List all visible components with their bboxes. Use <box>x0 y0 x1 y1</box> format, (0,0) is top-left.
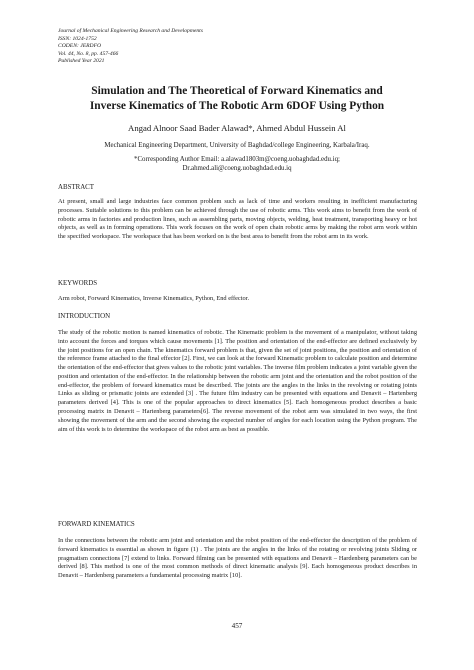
page-number: 457 <box>231 622 243 630</box>
introduction-text: The study of the robotic motion is named kinematics of robotic. The Kinematic problem is the movement of a manipulator, without taking into account the forces and torques which cause movements [1]. The position and orientation of the end-effector are defined exclusively by the joint positions for an open chain. The kinematics forward problem is that, given the set of joint positions, the position and orientation of the reference frame attached to the final effector [2]. First, we can look at the forward Kinematic problem to calculate position and determine the orientation of the end-effector that gives values to the robotic joint variables. The inverse film problem indicates a joint variable given the position and orientation of the end-effector. In the relationship between the robotic arm joint and the orientation and the robot position of the end-effector, the problem of forward kinematics must be described. The joints are the angles in the links in the revolving or rotating joints Links as sliding or prismatic joints are extended [3] . The future film industry can be presented with equations and Denavit – Hartenberg parameters derived [4]. This is one of the popular approaches to direct kinematics [5]. Each homogeneous product describes a basic processing matrix in Denavit – Hartenberg parameters[6]. The reverse movement of the robot arm was simulated in two ways, the first showing the movement of the arm and the second showing the expected number of angles for each location using the Python program. The aim of this work is to determine the workspace of the robot arm as best as possible. <box>58 329 417 433</box>
abstract-heading: ABSTRACT <box>58 184 94 191</box>
journal-info <box>58 28 418 66</box>
abstract-text: At present, small and large industries face common problem such as lack of time and workers resulting in inefficient manufacturing processes. Suitable solutions to this problem can be achieved through the use of robotic arms. This work aims to benefit from the work of robotic arms in factories and production lines, such as assembling parts, moving objects, welding, heat treatment, transporting heavy or hot objects, as well as in forming operations. This work focuses on the work of open chain robotic arms by making the robot arm work within the specified workspace. The workspace that has been worked on is the best area to benefit from the robot arm in its work. <box>58 198 417 241</box>
journal-issn: ISSN: 1024-1752 <box>58 35 97 42</box>
paper-title <box>40 84 434 114</box>
journal-name: Journal of Mechanical Engineering Research and Developments <box>58 28 203 34</box>
authors: Angad Alnoor Saad Bader Alawad*, Ahmed Abdul Hussein Al <box>128 123 346 133</box>
keywords-text: Arm robot, Forward Kinematics, Inverse Kinematics, Python, End effector. <box>58 295 250 302</box>
keywords-heading: KEYWORDS <box>58 280 98 287</box>
corresponding-author <box>40 155 434 173</box>
corresponding-email-2: Dr.ahmed.ali@coeng.uobaghdad.edu.iq <box>182 165 292 172</box>
introduction-heading: INTRODUCTION <box>58 313 111 320</box>
forward-kinematics-text: In the connections between the robotic arm joint and orientation and the robot position of the end-effector the description of the problem of forward kinematics is essential as shown in figure (1) . The joints are the angles in the links of the rotating or revolving joints Sliding or pragmatism connections [7] extend to links. Forward filming can be presented with equations and Denavit – Hardenberg parameters can be derived [8]. This method is one of the most common methods of direct kinematic analysis [9]. Each homogeneous product describes in Denavit – Hardenberg parameters a fundamental processing matrix [10]. <box>58 537 417 580</box>
journal-published: Published Year 2021 <box>58 58 105 65</box>
title-line-1: Simulation and The Theoretical of Forward Kinematics and <box>91 85 383 97</box>
journal-volume: Vol. 44, No. 8, pp. 457-466 <box>58 50 119 57</box>
corresponding-email-1: *Corresponding Author Email: a.alawad1803m@coeng.uobaghdad.edu.iq; <box>134 156 340 163</box>
journal-coden: CODEN: JERDFO <box>58 43 102 50</box>
affiliation: Mechanical Engineering Department, University of Baghdad/college Engineering, Karbala/Iraq. <box>104 142 370 149</box>
forward-kinematics-heading: FORWARD KINEMATICS <box>58 521 135 528</box>
title-line-2: Inverse Kinematics of The Robotic Arm 6DOF Using Python <box>89 100 385 112</box>
